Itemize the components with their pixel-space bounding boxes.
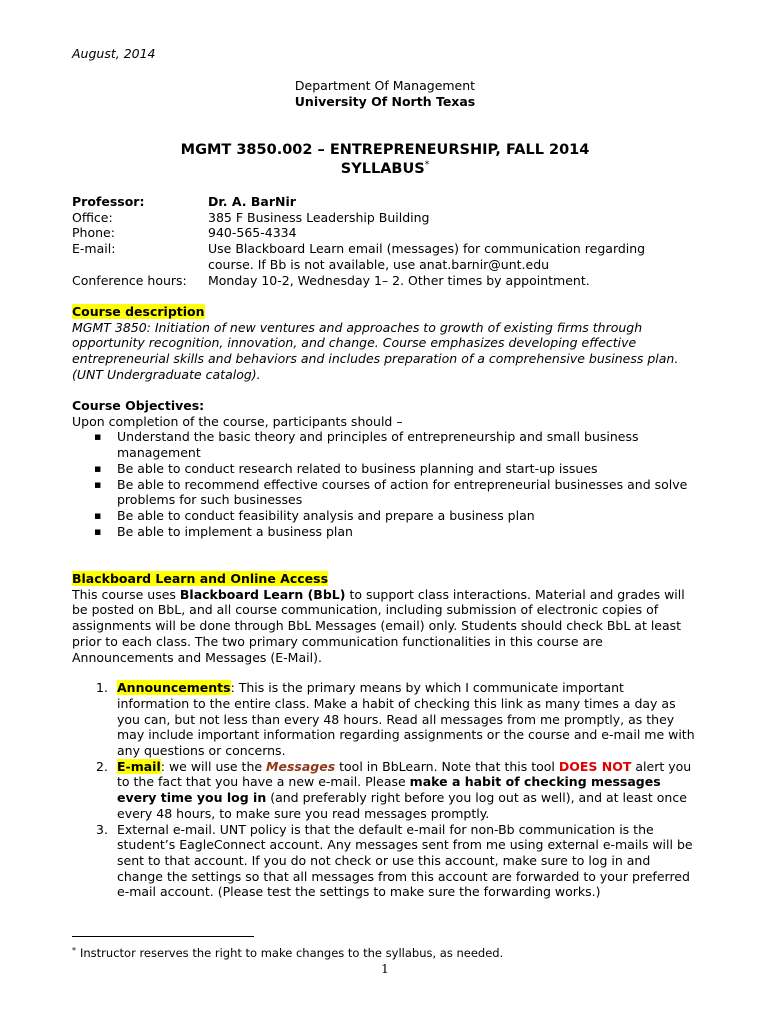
hours-row	[72, 273, 712, 289]
email-text-4: (and preferably right before you log out as well), and at least once every 48 hours, to make sure you read messages promptly.	[117, 790, 687, 821]
university-name: University Of North Texas	[294, 94, 476, 109]
footnote-divider	[72, 936, 254, 937]
footnote-reference: *	[424, 160, 430, 170]
instructor-info	[72, 194, 712, 288]
course-description-section	[72, 304, 700, 383]
course-title: MGMT 3850.002 – ENTREPRENEURSHIP, FALL 2014	[180, 142, 590, 158]
list-number: 1.	[96, 680, 108, 696]
footnote-text: Instructor reserves the right to make changes to the syllabus, as needed.	[80, 946, 504, 960]
email-value	[208, 241, 712, 272]
announcements-item	[72, 680, 700, 759]
email-text-1: : we will use the	[160, 758, 267, 774]
email-text-3: alert you to the fact that you have a new e-mail. Please	[117, 758, 692, 790]
objective-item: ▪ Be able to conduct feasibility analysis and prepare a business plan	[72, 508, 700, 524]
footnote-mark: *	[72, 946, 76, 955]
professor-name: Dr. A. BarNir	[208, 194, 296, 209]
communication-list	[72, 680, 700, 900]
blackboard-section	[72, 571, 700, 900]
phone-row	[72, 225, 712, 241]
objective-item: ▪ Understand the basic theory and principles of entrepreneurship and small business management	[72, 429, 700, 460]
email-line-1: Use Blackboard Learn email (messages) for communication regarding	[208, 241, 646, 257]
list-number: 2.	[96, 758, 108, 774]
phone-label: Phone:	[72, 225, 115, 241]
objective-item: ▪ Be able to recommend effective courses of action for entrepreneurial businesses and solve problems for such businesses	[72, 477, 700, 508]
email-item-label: E-mail	[117, 758, 161, 774]
external-email-item	[72, 822, 700, 901]
course-objectives-section	[72, 398, 700, 539]
external-email-text: External e-mail. UNT policy is that the default e-mail for non-Bb communication is the student’s EagleConnect account. Any messages sent from me using external e-mails will be sent to that account. If you do not check or use this account, make sure to log in and change the settings so that all messages from this account are forwarded to your preferred e-mail account. (Please test the settings to make sure the forwarding works.)	[117, 821, 693, 900]
professor-label: Professor:	[72, 194, 145, 209]
blackboard-learn-name: Blackboard Learn (BbL)	[179, 586, 346, 602]
phone-value: 940-565-4334	[208, 225, 297, 241]
announcements-text: : This is the primary means by which I communicate important information to the entire class. Make a habit of checking this link as many times a day as you can, but not less than every 48 hours. Read all messages from me promptly, as they may include important information regarding assignments or the course and e-mail me with any questions or concerns.	[117, 680, 695, 759]
email-line-2: course. If Bb is not available, use anat.barnir@unt.edu	[208, 256, 550, 272]
office-label: Office:	[72, 209, 113, 225]
footnote	[72, 946, 503, 962]
messages-tool-name: Messages	[266, 758, 336, 774]
email-label: E-mail:	[72, 241, 116, 257]
document-date: August, 2014	[72, 46, 156, 61]
hours-value: Monday 10-2, Wednesday 1– 2. Other times by appointment.	[208, 272, 590, 288]
email-text-2: tool in BbLearn. Note that this tool	[335, 758, 559, 774]
hours-label: Conference hours:	[72, 272, 187, 288]
email-row	[72, 241, 712, 272]
course-objectives-heading: Course Objectives:	[72, 398, 205, 413]
blackboard-heading: Blackboard Learn and Online Access	[72, 571, 329, 586]
professor-row	[72, 194, 712, 210]
objective-item: ▪ Be able to conduct research related to business planning and start-up issues	[72, 461, 700, 477]
blackboard-text-end: to support class interactions. Material and grades will be posted on BbL, and all course communication, including submission of electronic copies of assignments will be done through BbL Messages (email) only. Students should check BbL at least prior to each class. The two primary communication functionalities in this course are Announcements and Messages (E-Mail).	[72, 586, 685, 665]
course-description-text: MGMT 3850: Initiation of new ventures and approaches to growth of existing firms through opportunity recognition, innovation, and change. Course emphasizes developing effective entrepreneurial skills and behaviors and includes preparation of a comprehensive business plan. (UNT Undergraduate catalog).	[72, 319, 679, 382]
office-row	[72, 210, 712, 226]
does-not-warning: DOES NOT	[558, 758, 632, 774]
objective-item: ▪ Be able to implement a business plan	[72, 524, 700, 540]
office-value: 385 F Business Leadership Building	[208, 209, 430, 225]
announcements-label: Announcements	[117, 680, 231, 696]
page-number: 1	[381, 962, 389, 976]
check-messages-emphasis: make a habit of checking messages every time you log in	[117, 774, 661, 806]
syllabus-heading	[0, 160, 770, 179]
list-number: 3.	[96, 821, 108, 837]
email-item	[72, 759, 700, 822]
course-objectives-intro: Upon completion of the course, participants should –	[72, 413, 403, 429]
objectives-list	[72, 429, 700, 539]
blackboard-paragraph	[72, 587, 700, 666]
department-name: Department Of Management	[294, 78, 476, 93]
blackboard-text-start: This course uses	[72, 586, 180, 602]
course-description-heading: Course description	[72, 304, 205, 319]
syllabus-label: SYLLABUS	[340, 161, 425, 177]
